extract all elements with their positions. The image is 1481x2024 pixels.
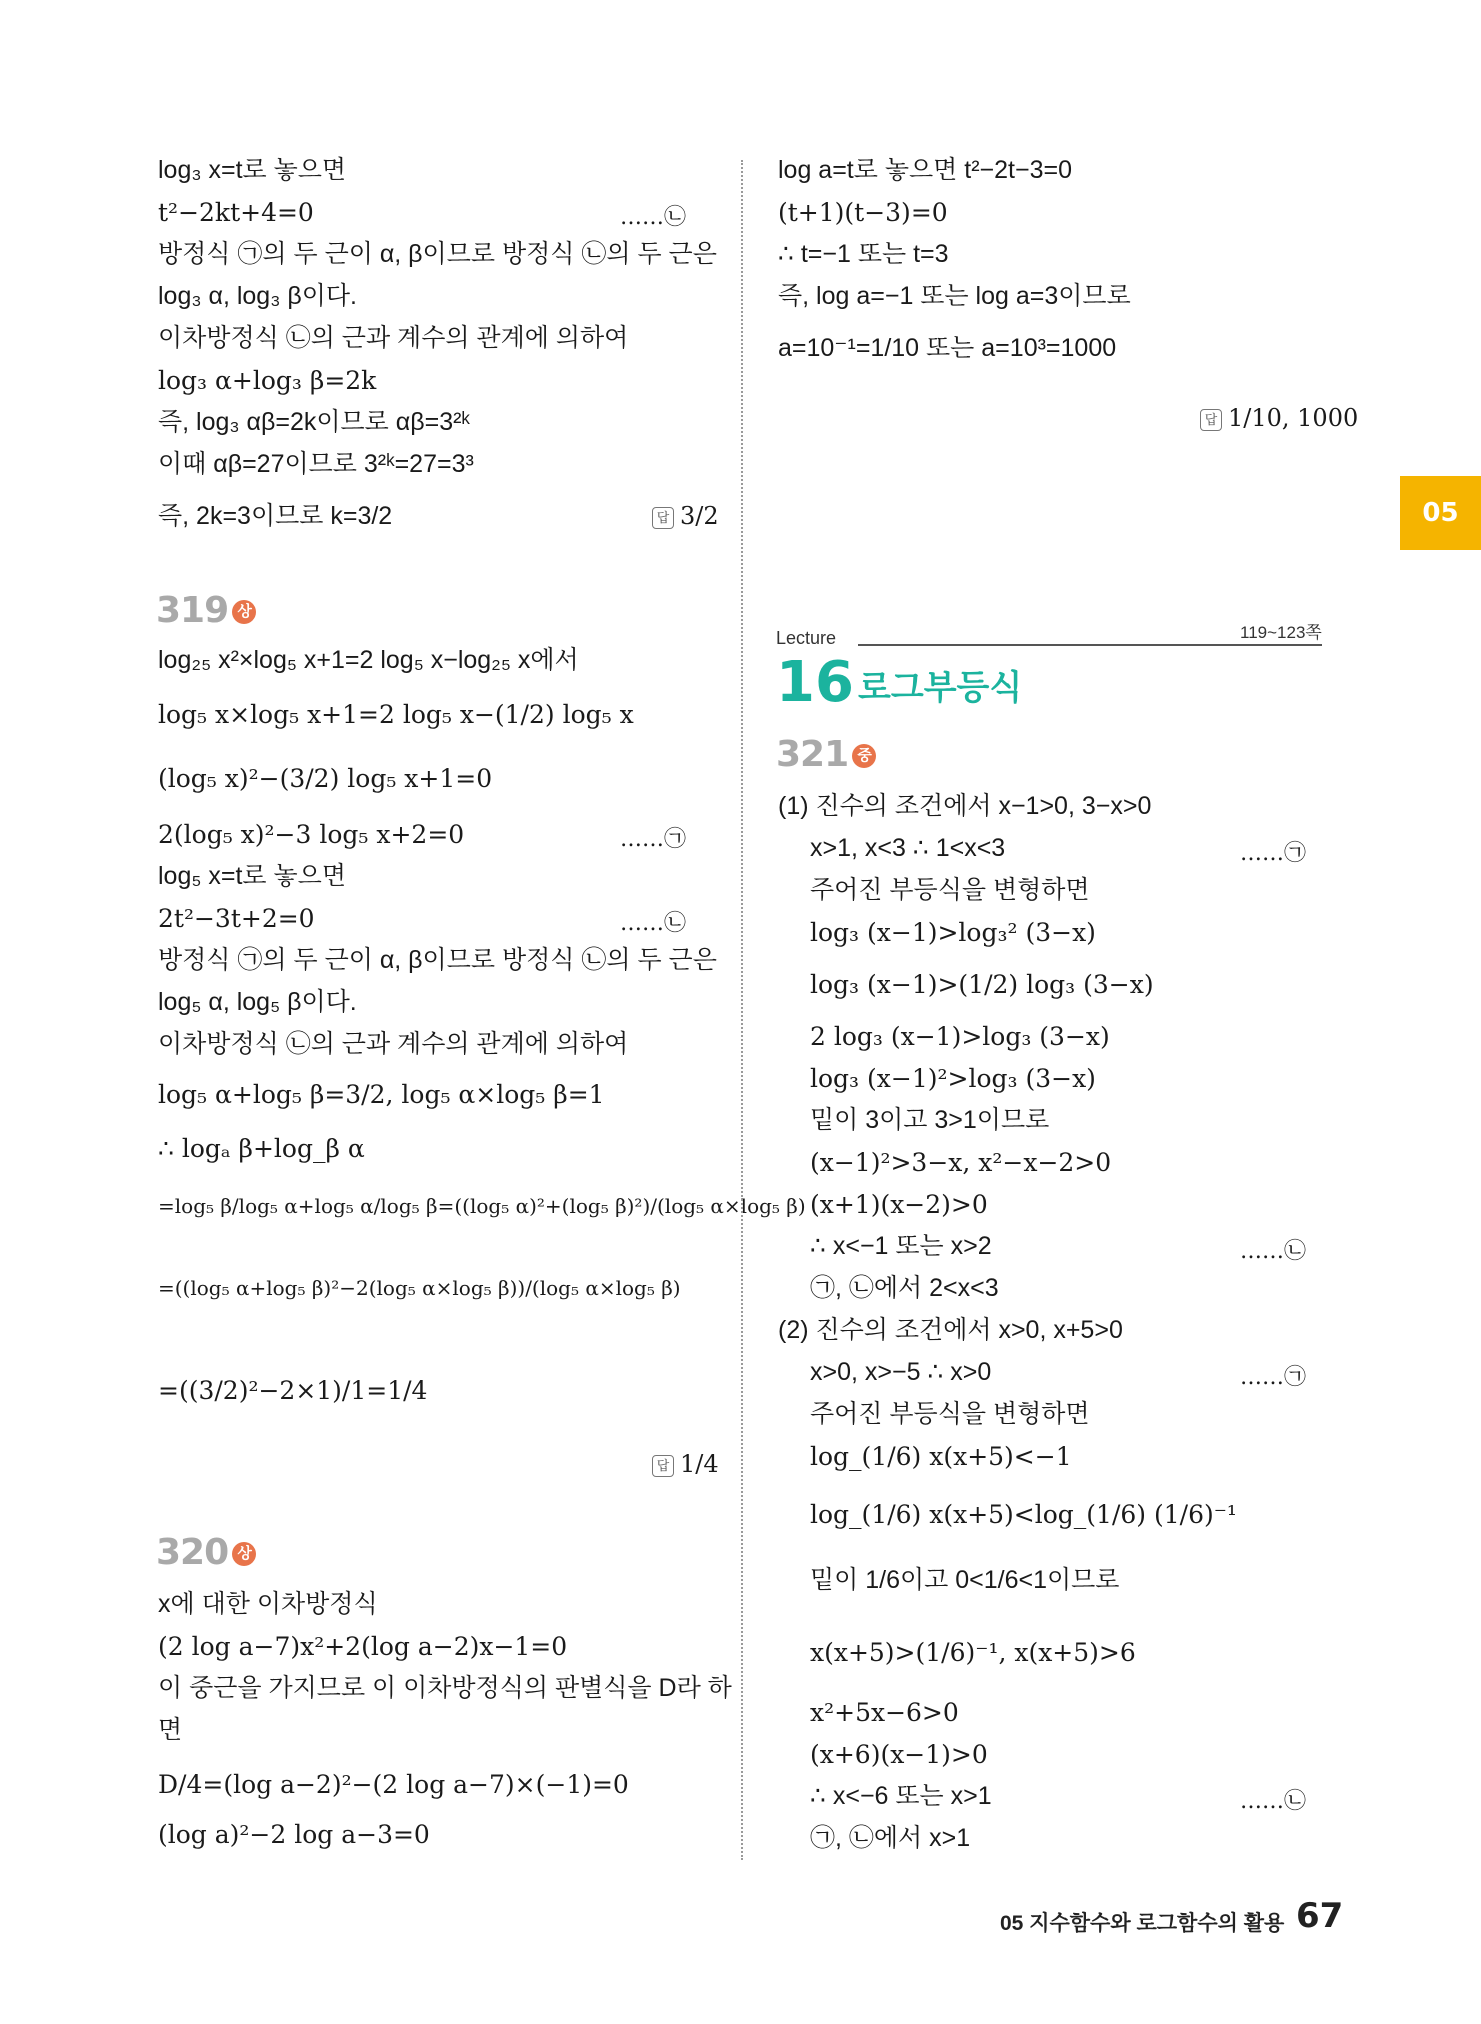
equation-mark: ……㉡ [1240, 1789, 1307, 1814]
text-line: D/4=(log a−2)²−(2 log a−7)×(−1)=0 [158, 1770, 629, 1799]
text-line: log₅ α, log₅ β이다. [158, 988, 357, 1016]
answer-value: 1/10, 1000 [1228, 404, 1359, 432]
difficulty-badge: 상 [232, 1542, 256, 1566]
equation-mark: ……㉠ [1240, 1365, 1307, 1390]
text-line: (x+6)(x−1)>0 [810, 1740, 988, 1769]
problem-number: 320 [156, 1532, 229, 1573]
text-line: ∴ logₐ β+log_β α [158, 1134, 365, 1163]
footer-chapter: 05 지수함수와 로그함수의 활용 [1000, 1912, 1285, 1935]
text-line: 2(log₅ x)²−3 log₅ x+2=0 [158, 820, 465, 849]
text-line: 방정식 ㉠의 두 근이 α, β이므로 방정식 ㉡의 두 근은 [158, 946, 717, 974]
text-line: ∴ x<−6 또는 x>1 [810, 1782, 992, 1810]
answer-badge: 답 [652, 507, 674, 529]
text-line: ∴ x<−1 또는 x>2 [810, 1232, 992, 1260]
text-line: log₃ α+log₃ β=2k [158, 366, 377, 395]
problem-number-320 [156, 1532, 256, 1573]
equation-mark: ……㉡ [620, 205, 687, 230]
text-line: log₃ (x−1)>log₃² (3−x) [810, 918, 1096, 947]
text-line: log₅ x×log₅ x+1=2 log₅ x−(1/2) log₅ x [158, 700, 634, 729]
text-line: (2) 진수의 조건에서 x>0, x+5>0 [778, 1316, 1123, 1344]
lecture-number: 16 [776, 650, 854, 715]
text-line: log₃ (x−1)²>log₃ (3−x) [810, 1064, 1096, 1093]
text-line: (1) 진수의 조건에서 x−1>0, 3−x>0 [778, 792, 1152, 820]
answer-badge: 답 [1200, 409, 1222, 431]
text-line: x>1, x<3 ∴ 1<x<3 [810, 834, 1006, 862]
text-line: =((log₅ α+log₅ β)²−2(log₅ α×log₅ β))/(log₅ α×log₅ β) [158, 1276, 681, 1300]
column-divider [741, 160, 743, 1860]
text-line: 주어진 부등식을 변형하면 [810, 876, 1090, 904]
text-line: x(x+5)>(1/6)⁻¹, x(x+5)>6 [810, 1638, 1136, 1667]
text-line: x>0, x>−5 ∴ x>0 [810, 1358, 992, 1386]
answer-319 [652, 1450, 719, 1478]
text-line: log_(1/6) x(x+5)<log_(1/6) (1/6)⁻¹ [810, 1500, 1237, 1529]
problem-number-319 [156, 590, 256, 631]
text-line: x에 대한 이차방정식 [158, 1590, 378, 1618]
lecture-label: Lecture [776, 628, 837, 648]
text-line: 이때 αβ=27이므로 3²ᵏ=27=3³ [158, 450, 474, 478]
text-line: (log₅ x)²−(3/2) log₅ x+1=0 [158, 764, 493, 793]
text-line: =((3/2)²−2×1)/1=1/4 [158, 1376, 428, 1405]
problem-number: 319 [156, 590, 229, 631]
lecture-rule [858, 644, 1322, 646]
text-line: 면 [158, 1716, 183, 1744]
text-line: t²−2kt+4=0 [158, 198, 314, 227]
text-line: 즉, 2k=3이므로 k=3/2 [158, 502, 393, 530]
text-line: log₅ α+log₅ β=3/2, log₅ α×log₅ β=1 [158, 1080, 605, 1109]
text-line: 밑이 1/6이고 0<1/6<1이므로 [810, 1566, 1120, 1594]
problem-number-321 [776, 734, 876, 775]
text-line: 밑이 3이고 3>1이므로 [810, 1106, 1050, 1134]
text-line: log₂₅ x²×log₅ x+1=2 log₅ x−log₂₅ x에서 [158, 646, 579, 674]
text-line: log₃ α, log₃ β이다. [158, 282, 357, 310]
answer-badge: 답 [652, 1455, 674, 1477]
text-line: x²+5x−6>0 [810, 1698, 959, 1727]
text-line: log a=t로 놓으면 t²−2t−3=0 [778, 156, 1072, 184]
text-line: (x+1)(x−2)>0 [810, 1190, 988, 1219]
text-line: 즉, log a=−1 또는 log a=3이므로 [778, 282, 1131, 310]
text-line: ∴ t=−1 또는 t=3 [778, 240, 949, 268]
equation-mark: ……㉠ [620, 827, 687, 852]
text-line: 이 중근을 가지므로 이 이차방정식의 판별식을 D라 하 [158, 1674, 732, 1702]
page-number: 67 [1296, 1896, 1344, 1936]
answer-320 [1200, 404, 1358, 432]
answer-318 [652, 502, 719, 530]
text-line: 방정식 ㉠의 두 근이 α, β이므로 방정식 ㉡의 두 근은 [158, 240, 717, 268]
text-line: log₃ (x−1)>(1/2) log₃ (3−x) [810, 970, 1154, 999]
lecture-title: 로그부등식 [858, 669, 1023, 707]
text-line: (2 log a−7)x²+2(log a−2)x−1=0 [158, 1632, 568, 1661]
difficulty-badge: 중 [852, 744, 876, 768]
text-line: =log₅ β/log₅ α+log₅ α/log₅ β=((log₅ α)²+(log₅ β)²)/(log₅ α×log₅ β) [158, 1194, 806, 1218]
text-line: 즉, log₃ αβ=2k이므로 αβ=3²ᵏ [158, 408, 470, 436]
equation-mark: ……㉠ [1240, 841, 1307, 866]
problem-number: 321 [776, 734, 849, 775]
answer-value: 3/2 [680, 502, 719, 530]
answer-value: 1/4 [680, 1450, 719, 1478]
text-line: 이차방정식 ㉡의 근과 계수의 관계에 의하여 [158, 324, 629, 352]
text-line: 주어진 부등식을 변형하면 [810, 1400, 1090, 1428]
difficulty-badge: 상 [232, 600, 256, 624]
text-line: (log a)²−2 log a−3=0 [158, 1820, 430, 1849]
equation-mark: ……㉡ [1240, 1239, 1307, 1264]
text-line: a=10⁻¹=1/10 또는 a=10³=1000 [778, 334, 1117, 362]
text-line: 2t²−3t+2=0 [158, 904, 315, 933]
lecture-pages: 119~123쪽 [1240, 623, 1322, 642]
chapter-tab: 05 [1400, 476, 1481, 550]
text-line: log₃ x=t로 놓으면 [158, 156, 347, 184]
text-line: (x−1)²>3−x, x²−x−2>0 [810, 1148, 1112, 1177]
text-line: (t+1)(t−3)=0 [778, 198, 948, 227]
text-line: ㉠, ㉡에서 2<x<3 [810, 1274, 999, 1302]
text-line: ㉠, ㉡에서 x>1 [810, 1824, 971, 1852]
equation-mark: ……㉡ [620, 911, 687, 936]
text-line: 2 log₃ (x−1)>log₃ (3−x) [810, 1022, 1110, 1051]
text-line: log₅ x=t로 놓으면 [158, 862, 346, 890]
text-line: log_(1/6) x(x+5)<−1 [810, 1442, 1072, 1471]
text-line: 이차방정식 ㉡의 근과 계수의 관계에 의하여 [158, 1030, 629, 1058]
